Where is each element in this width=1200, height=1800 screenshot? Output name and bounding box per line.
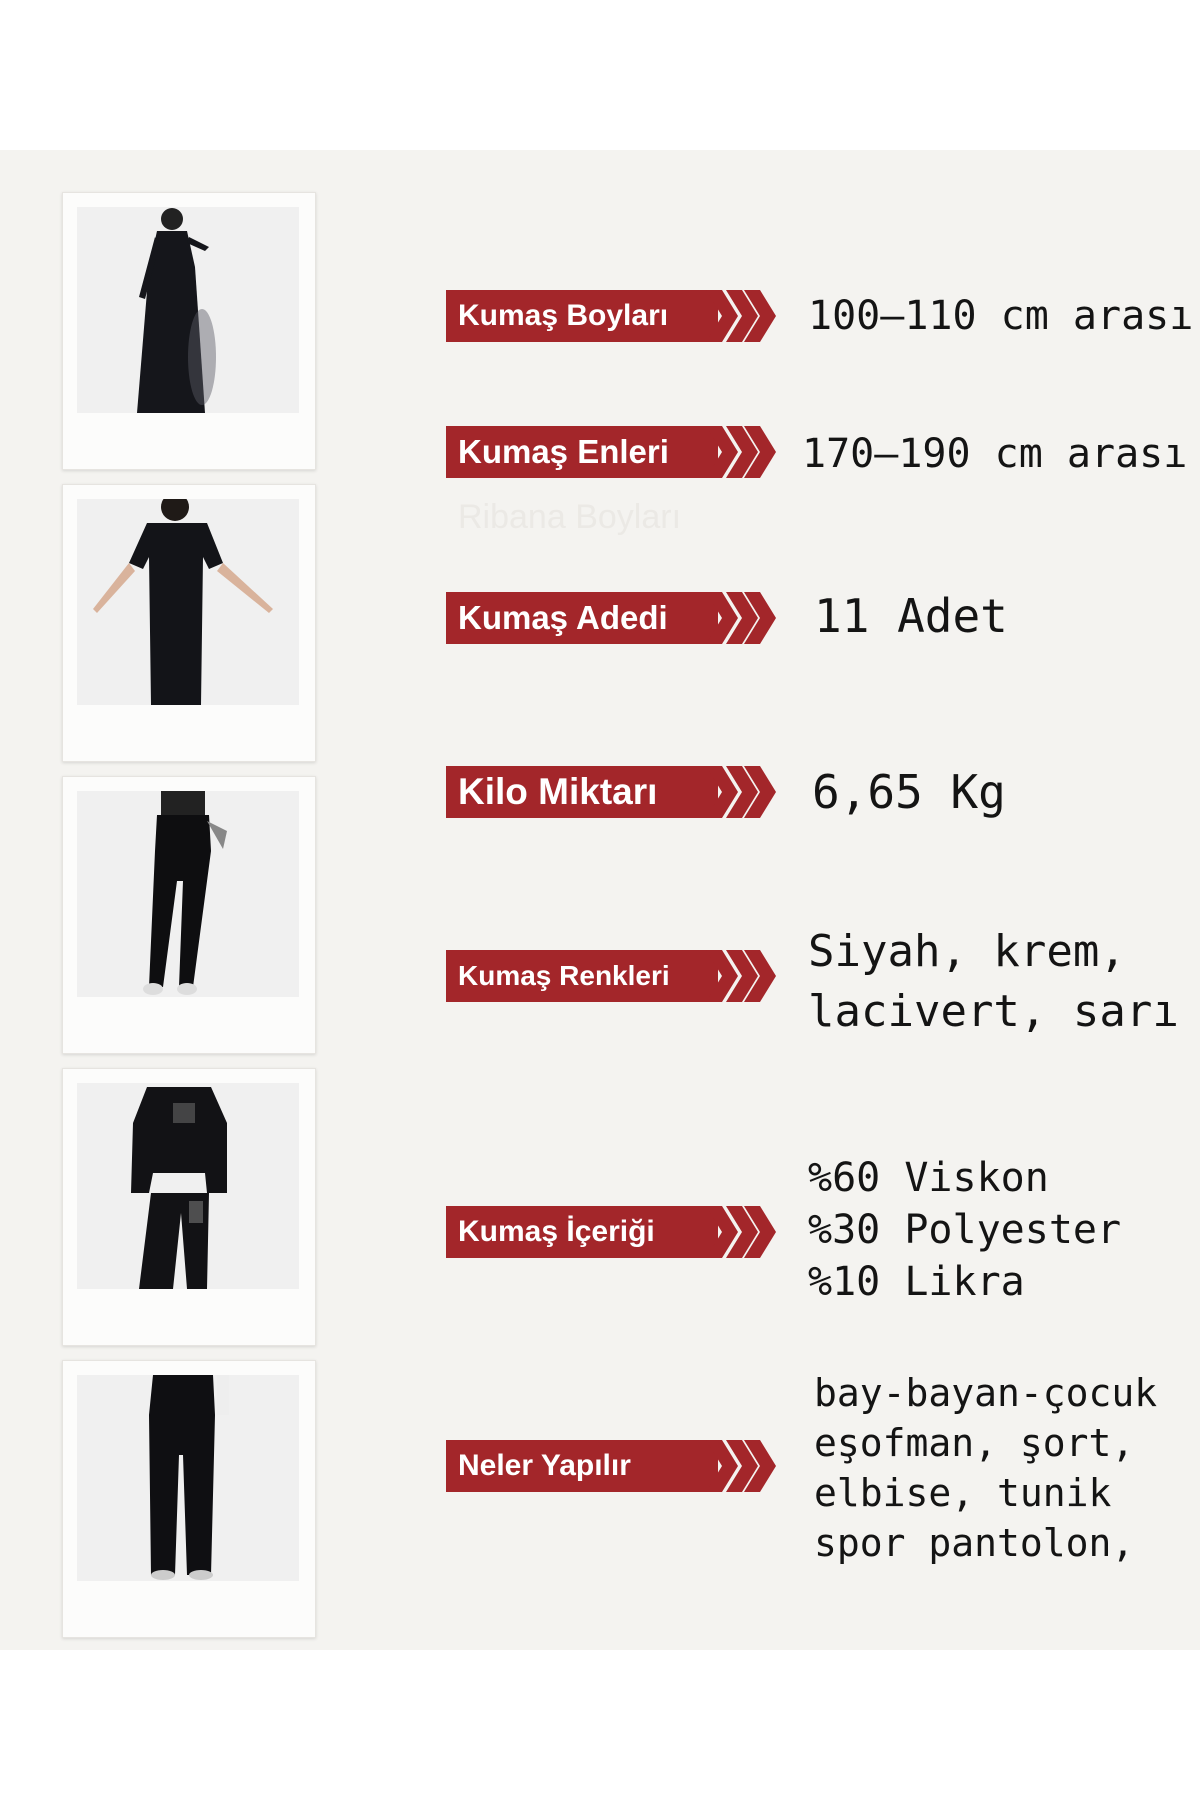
value-kumas-icerigi (808, 1152, 1121, 1308)
label-text: Neler Yapılır (458, 1449, 631, 1482)
value-line: spor pantolon, (814, 1521, 1135, 1565)
label-text: Kumaş Boyları (458, 299, 669, 332)
triple-chevron-icon (704, 290, 776, 342)
tracksuit-photo (77, 1083, 299, 1289)
value-line: Siyah, krem, (808, 926, 1126, 977)
photo-card-tracksuit (62, 1068, 316, 1346)
label-kilo-miktari (446, 766, 776, 818)
value-line: elbise, tunik (814, 1471, 1112, 1515)
triple-chevron-icon (704, 950, 776, 1002)
label-text: Kumaş Adedi (458, 599, 668, 636)
label-kumas-boylari (446, 290, 776, 342)
sweatpants-photo (77, 1375, 299, 1581)
ghost-label: Ribana Boyları (458, 498, 682, 536)
value-kumas-renkleri (808, 922, 1179, 1042)
short-dress-photo (77, 499, 299, 705)
value-line: %10 Likra (808, 1259, 1025, 1305)
photo-card-sweatpants (62, 1360, 316, 1638)
value-line: %60 Viskon (808, 1155, 1049, 1201)
label-text: Kumaş Enleri (458, 433, 669, 470)
label-kumas-renkleri (446, 950, 776, 1002)
label-kumas-adedi (446, 592, 776, 644)
value-kumas-enleri (802, 428, 1187, 480)
photo-card-short-dress (62, 484, 316, 762)
value-line: lacivert, sarı (808, 986, 1179, 1037)
value-line: eşofman, şort, (814, 1421, 1135, 1465)
value-kilo-miktari (812, 766, 1006, 818)
photo-card-long-dress (62, 192, 316, 470)
triple-chevron-icon (704, 592, 776, 644)
long-dress-photo (77, 207, 299, 413)
label-text: Kumaş Renkleri (458, 960, 670, 991)
value-line: %30 Polyester (808, 1207, 1122, 1253)
value-line: 6,65 Kg (812, 765, 1006, 819)
label-text: Kilo Miktarı (458, 771, 658, 812)
value-line: bay-bayan-çocuk (814, 1371, 1158, 1415)
triple-chevron-icon (704, 426, 776, 478)
value-neler-yapilir (814, 1368, 1157, 1568)
label-kumas-enleri (446, 426, 776, 478)
value-kumas-adedi (814, 590, 1008, 642)
value-line: 170–190 cm arası (802, 431, 1188, 477)
trousers-photo (77, 791, 299, 997)
value-line: 11 Adet (814, 589, 1008, 643)
triple-chevron-icon (704, 766, 776, 818)
triple-chevron-icon (704, 1440, 776, 1492)
triple-chevron-icon (704, 1206, 776, 1258)
value-kumas-boylari (808, 290, 1193, 342)
label-kumas-icerigi (446, 1206, 776, 1258)
label-text: Kumaş İçeriği (458, 1215, 655, 1248)
value-line: 100–110 cm arası (808, 293, 1194, 339)
photo-card-trousers (62, 776, 316, 1054)
label-neler-yapilir (446, 1440, 776, 1492)
